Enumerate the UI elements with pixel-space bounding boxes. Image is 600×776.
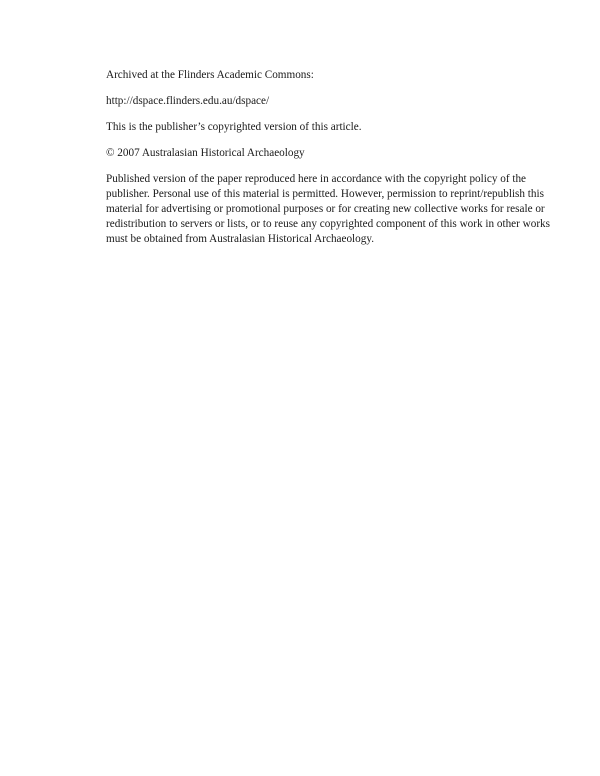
archived-statement: Archived at the Flinders Academic Commons: (106, 69, 314, 81)
copyright-statement: © 2007 Australasian Historical Archaeology (106, 147, 305, 159)
cover-note (106, 68, 566, 258)
copyright-policy-paragraph: Published version of the paper reproduced here in accordance with the copyright policy of the publisher. Personal use of this material is permitted. However, permission to reprint/republish this material for advertising or promotional purposes or for creating new collective works for resale or redistribution to servers or lists, or to reuse any copyrighted component of this work in other works must be obtained from Australasian Historical Archaeology. (106, 173, 550, 245)
repository-url: http://dspace.flinders.edu.au/dspace/ (106, 95, 270, 107)
version-statement: This is the publisher’s copyrighted version of this article. (106, 121, 362, 133)
